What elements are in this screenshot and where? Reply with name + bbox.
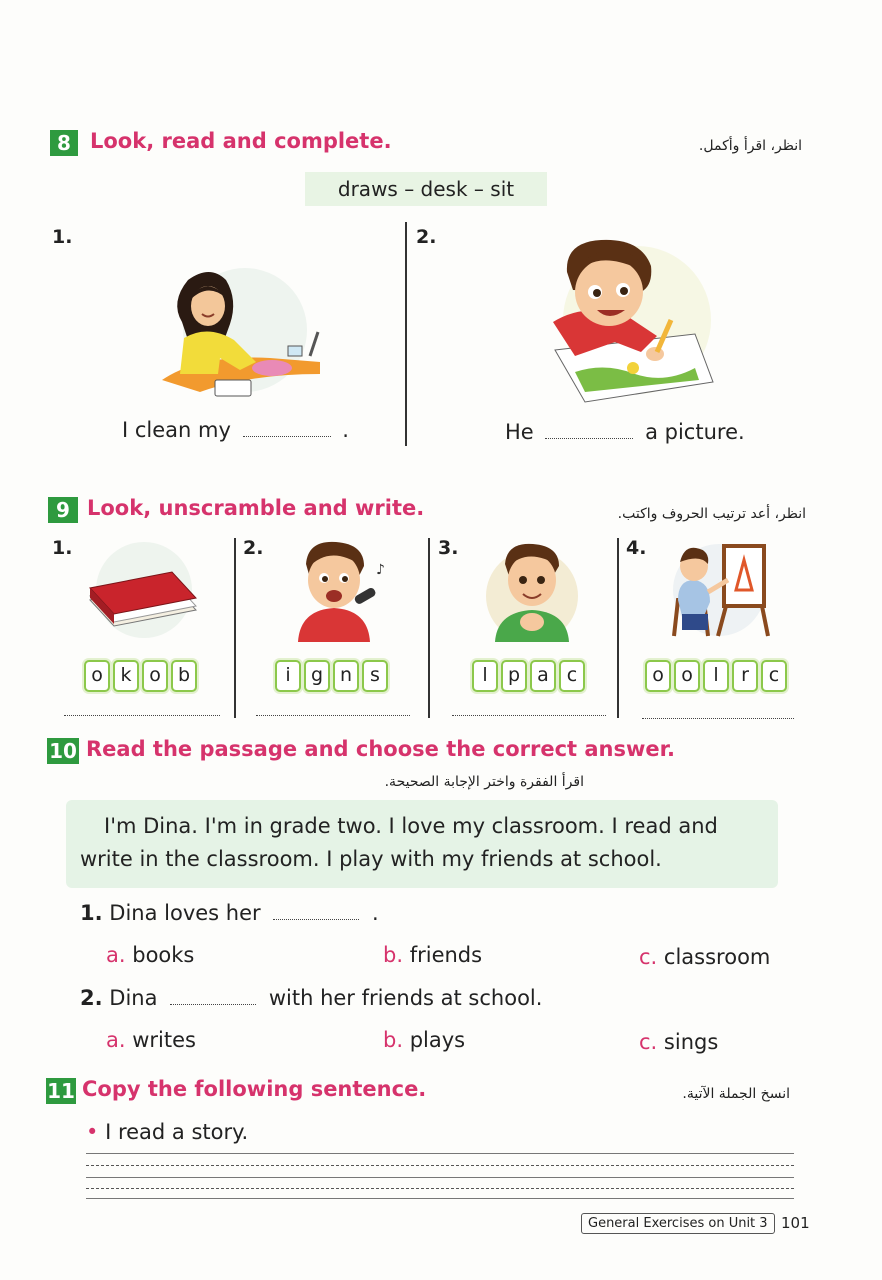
ex9-item-2-number: 2. bbox=[243, 537, 264, 559]
exercise-11-title: Copy the following sentence. bbox=[82, 1077, 427, 1101]
q2-option-c-text: sings bbox=[663, 1030, 719, 1054]
ex8-sentence-2-before: He bbox=[505, 420, 534, 444]
ex9-letters-4 bbox=[645, 660, 787, 692]
writing-line-bottom bbox=[86, 1198, 794, 1199]
passage-line-1: I'm Dina. I'm in grade two. I love my classroom. I read and bbox=[104, 814, 718, 838]
q2-option-a-letter: a. bbox=[106, 1028, 126, 1052]
q2-option-a[interactable] bbox=[106, 1028, 196, 1052]
ex9-divider-1 bbox=[234, 538, 236, 718]
q2-option-c[interactable] bbox=[639, 1030, 718, 1054]
letter-tile: i bbox=[275, 660, 301, 692]
ex9-answer-line-1[interactable] bbox=[64, 715, 220, 716]
q1-option-a-letter: a. bbox=[106, 943, 126, 967]
q1-option-c-text: classroom bbox=[663, 945, 771, 969]
letter-tile: l bbox=[703, 660, 729, 692]
copy-sentence-text: I read a story. bbox=[105, 1120, 249, 1144]
q2-option-b-letter: b. bbox=[383, 1028, 404, 1052]
ex11-sentence bbox=[86, 1120, 248, 1144]
ex8-divider bbox=[405, 222, 407, 446]
letter-tile: p bbox=[501, 660, 527, 692]
boy-drawing-picture-image bbox=[545, 232, 715, 407]
ex8-blank-1[interactable] bbox=[243, 436, 331, 437]
reading-passage bbox=[66, 800, 778, 888]
exercise-10-title: Read the passage and choose the correct answer. bbox=[86, 737, 675, 761]
question-1-after: . bbox=[372, 901, 379, 925]
q1-option-b-letter: b. bbox=[383, 943, 404, 967]
question-1-blank[interactable] bbox=[273, 919, 359, 920]
q1-option-b-text: friends bbox=[409, 943, 483, 967]
q2-option-c-letter: c. bbox=[639, 1030, 658, 1054]
writing-line-dashed-2[interactable] bbox=[86, 1188, 794, 1189]
ex8-sentence-1 bbox=[122, 418, 349, 442]
bullet-icon: • bbox=[86, 1120, 99, 1144]
q2-option-b[interactable] bbox=[383, 1028, 465, 1052]
question-1-number: 1. bbox=[80, 901, 103, 925]
page-number: 101 bbox=[781, 1214, 810, 1232]
q2-option-a-text: writes bbox=[132, 1028, 196, 1052]
footer-unit-label: General Exercises on Unit 3 bbox=[581, 1213, 775, 1234]
ex10-question-2 bbox=[80, 986, 542, 1010]
question-2-after: with her friends at school. bbox=[268, 986, 543, 1010]
ex9-item-4-number: 4. bbox=[626, 537, 647, 559]
writing-line-middle bbox=[86, 1177, 794, 1178]
ex9-item-3-number: 3. bbox=[438, 537, 459, 559]
ex9-letters-3 bbox=[472, 660, 585, 692]
ex10-question-1 bbox=[80, 901, 379, 925]
question-2-blank[interactable] bbox=[170, 1004, 256, 1005]
exercise-10-arabic: اقرأ الفقرة واختر الإجابة الصحيحة. bbox=[384, 774, 584, 790]
q1-option-c-letter: c. bbox=[639, 945, 658, 969]
question-1-before: Dina loves her bbox=[109, 901, 261, 925]
letter-tile: a bbox=[530, 660, 556, 692]
q2-option-b-text: plays bbox=[409, 1028, 466, 1052]
ex9-divider-3 bbox=[617, 538, 619, 718]
q1-option-c[interactable] bbox=[639, 945, 770, 969]
letter-tile: o bbox=[645, 660, 671, 692]
letter-tile: o bbox=[674, 660, 700, 692]
letter-tile: l bbox=[472, 660, 498, 692]
ex8-item-1-number: 1. bbox=[52, 226, 73, 248]
q1-option-a-text: books bbox=[132, 943, 195, 967]
letter-tile: o bbox=[84, 660, 110, 692]
ex9-answer-line-4[interactable] bbox=[642, 718, 794, 719]
q1-option-a[interactable] bbox=[106, 943, 194, 967]
ex8-sentence-1-before: I clean my bbox=[122, 418, 231, 442]
ex9-divider-2 bbox=[428, 538, 430, 718]
word-bank: draws – desk – sit bbox=[305, 172, 547, 206]
boy-clapping-image bbox=[477, 538, 587, 644]
writing-line-dashed-1[interactable] bbox=[86, 1165, 794, 1166]
boy-singing-image bbox=[284, 538, 394, 644]
svg-text:♪: ♪ bbox=[376, 562, 385, 578]
question-2-before: Dina bbox=[109, 986, 158, 1010]
writing-line-top bbox=[86, 1153, 794, 1154]
exercise-8-number: 8 bbox=[50, 130, 78, 156]
ex9-answer-line-2[interactable] bbox=[256, 715, 410, 716]
ex9-letters-1 bbox=[84, 660, 197, 692]
exercise-10-number: 10 bbox=[47, 738, 79, 764]
ex8-sentence-2-after: a picture. bbox=[645, 420, 745, 444]
ex9-answer-line-3[interactable] bbox=[452, 715, 606, 716]
ex9-item-1-number: 1. bbox=[52, 537, 73, 559]
ex9-letters-2 bbox=[275, 660, 388, 692]
q1-option-b[interactable] bbox=[383, 943, 482, 967]
boy-coloring-easel-image bbox=[664, 540, 774, 640]
exercise-9-title: Look, unscramble and write. bbox=[87, 496, 425, 520]
book-image bbox=[84, 540, 202, 640]
letter-tile: s bbox=[362, 660, 388, 692]
letter-tile: c bbox=[761, 660, 787, 692]
exercise-11-number: 11 bbox=[47, 1079, 75, 1103]
exercise-8-title: Look, read and complete. bbox=[90, 129, 392, 153]
girl-cleaning-desk-image bbox=[160, 262, 330, 402]
ex8-sentence-2 bbox=[505, 420, 745, 444]
ex8-item-2-number: 2. bbox=[416, 226, 437, 248]
letter-tile: k bbox=[113, 660, 139, 692]
exercise-8-arabic: انظر، اقرأ وأكمل. bbox=[698, 138, 802, 154]
letter-tile: b bbox=[171, 660, 197, 692]
exercise-9-arabic: انظر، أعد ترتيب الحروف واكتب. bbox=[617, 506, 806, 522]
letter-tile: n bbox=[333, 660, 359, 692]
letter-tile: g bbox=[304, 660, 330, 692]
question-2-number: 2. bbox=[80, 986, 103, 1010]
letter-tile: o bbox=[142, 660, 168, 692]
ex8-blank-2[interactable] bbox=[545, 438, 633, 439]
letter-tile: r bbox=[732, 660, 758, 692]
passage-line-2: write in the classroom. I play with my friends at school. bbox=[80, 847, 662, 871]
exercise-9-number: 9 bbox=[48, 497, 78, 523]
exercise-11-arabic: انسخ الجملة الآتية. bbox=[682, 1086, 790, 1102]
letter-tile: c bbox=[559, 660, 585, 692]
ex8-sentence-1-after: . bbox=[342, 418, 349, 442]
